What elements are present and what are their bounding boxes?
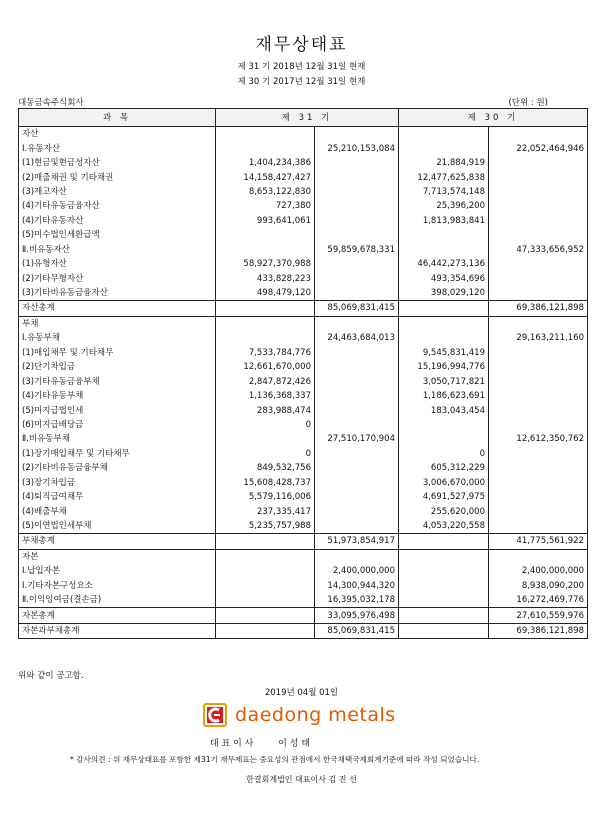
current-detail [216,623,315,638]
prior-detail [399,418,489,432]
balance-sheet-table [18,108,588,639]
current-subtotal [315,185,399,199]
period-prior: 제 30 기 2017년 12월 31일 현재 [237,77,366,87]
prior-detail: 15,196,994,776 [399,360,489,374]
prior-detail: 3,050,717,821 [399,374,489,388]
current-subtotal [315,257,399,271]
table-row [19,228,588,242]
table-header-row [19,109,588,127]
prior-detail: 1,186,623,691 [399,389,489,403]
closing-text: 위와 같이 공고함. [18,671,84,681]
current-subtotal: 2,400,000,000 [315,564,399,578]
prior-detail [399,127,489,142]
current-detail: 58,927,370,988 [216,257,315,271]
prior-detail: 7,713,574,148 [399,185,489,199]
current-detail [216,534,315,549]
header-account: 과 목 [19,109,216,127]
logo-text: daedong metals [235,704,396,726]
prior-detail: 493,354,696 [399,271,489,285]
row-label: (2)기타무형자산 [19,271,216,285]
period-current: 제 31 기 2018년 12월 31일 현재 [237,62,366,72]
row-label: (2)기타비유동금융부채 [19,461,216,475]
prior-subtotal [489,519,588,534]
table-row [19,301,588,316]
current-detail: 15,608,428,737 [216,476,315,490]
prior-subtotal [489,476,588,490]
prior-detail [399,593,489,608]
row-label: (4)기타유동자산 [19,214,216,228]
page-title: 재무상태표 [255,35,348,55]
table-row [19,593,588,608]
row-label: (5)미지급법인세 [19,403,216,417]
current-subtotal [315,476,399,490]
current-detail [216,316,315,331]
table-row [19,286,588,301]
current-subtotal [315,504,399,518]
prior-subtotal [489,360,588,374]
current-subtotal: 33,095,976,498 [315,608,399,623]
table-row [19,243,588,257]
prior-detail [399,549,489,564]
table-row [19,271,588,285]
current-detail: 5,579,116,006 [216,490,315,504]
current-subtotal [315,199,399,213]
table-row [19,447,588,461]
current-subtotal: 51,973,854,917 [315,534,399,549]
table-row [19,360,588,374]
prior-subtotal [489,199,588,213]
prior-subtotal: 27,610,559,976 [489,608,588,623]
current-detail: 1,404,234,386 [216,156,315,170]
auditor-line: 한결회계법인 대표이사 김 진 선 [246,775,357,784]
prior-subtotal: 41,775,561,922 [489,534,588,549]
current-subtotal: 85,069,831,415 [315,623,399,638]
prior-subtotal: 29,163,211,160 [489,331,588,345]
prior-subtotal [489,549,588,564]
current-subtotal [315,418,399,432]
prior-detail: 25,396,200 [399,199,489,213]
current-detail [216,564,315,578]
header-current: 제 31 기 [216,109,399,127]
table-row [19,127,588,142]
prior-detail [399,608,489,623]
current-subtotal [315,403,399,417]
prior-detail: 46,442,273,136 [399,257,489,271]
prior-subtotal [489,447,588,461]
current-subtotal [315,316,399,331]
prior-subtotal [489,418,588,432]
prior-detail [399,301,489,316]
current-detail: 5,235,757,988 [216,519,315,534]
prior-subtotal: 8,938,090,200 [489,579,588,593]
current-subtotal [315,286,399,301]
prior-subtotal [489,346,588,360]
row-label: Ⅰ.납입자본 [19,564,216,578]
prior-subtotal [489,389,588,403]
prior-detail [399,432,489,446]
current-detail [216,141,315,155]
prior-subtotal: 12,612,350,762 [489,432,588,446]
current-detail: 498,479,120 [216,286,315,301]
current-subtotal: 85,069,831,415 [315,301,399,316]
current-subtotal [315,127,399,142]
row-label: Ⅰ.기타자본구성요소 [19,579,216,593]
current-detail: 727,380 [216,199,315,213]
prior-subtotal [489,490,588,504]
row-label: Ⅱ.비유동자산 [19,243,216,257]
prior-subtotal [489,170,588,184]
row-label: (3)재고자산 [19,185,216,199]
table-row [19,549,588,564]
prior-detail: 398,029,120 [399,286,489,301]
logo-mark-icon [203,703,227,727]
table-row [19,185,588,199]
current-detail [216,608,315,623]
current-detail [216,301,315,316]
row-label: Ⅱ.이익잉여금(결손금) [19,593,216,608]
current-detail [216,579,315,593]
current-detail: 8,653,122,830 [216,185,315,199]
prior-subtotal [489,286,588,301]
company-name: 대동금속주식회사 [18,98,84,108]
company-logo [203,700,396,730]
row-label: (6)미지급배당금 [19,418,216,432]
prior-subtotal [489,257,588,271]
prior-detail [399,316,489,331]
table-row [19,534,588,549]
table-row [19,316,588,331]
row-label: (3)장기차입금 [19,476,216,490]
row-label: (1)현금및현금성자산 [19,156,216,170]
prior-subtotal: 22,052,464,946 [489,141,588,155]
row-label: 부채 [19,316,216,331]
current-detail: 14,158,427,427 [216,170,315,184]
row-label: (1)유형자산 [19,257,216,271]
current-detail [216,228,315,242]
table-row [19,564,588,578]
prior-detail: 183,043,454 [399,403,489,417]
table-row [19,579,588,593]
row-label: (5)이연법인세부채 [19,519,216,534]
row-label: (3)기타유동금융부채 [19,374,216,388]
current-detail [216,331,315,345]
current-subtotal [315,490,399,504]
row-label: (2)단기차입금 [19,360,216,374]
current-subtotal [315,461,399,475]
prior-subtotal [489,214,588,228]
table-row [19,432,588,446]
prior-subtotal: 2,400,000,000 [489,564,588,578]
prior-detail [399,534,489,549]
current-detail: 1,136,368,337 [216,389,315,403]
row-label: (4)퇴직급여채무 [19,490,216,504]
prior-detail: 9,545,831,419 [399,346,489,360]
announcement-date: 2019년 04월 01일 [264,688,339,698]
current-subtotal [315,228,399,242]
current-detail: 0 [216,418,315,432]
prior-subtotal: 69,386,121,898 [489,623,588,638]
prior-subtotal [489,403,588,417]
prior-detail: 605,312,229 [399,461,489,475]
current-subtotal [315,360,399,374]
current-subtotal [315,271,399,285]
row-label: 자산 [19,127,216,142]
prior-subtotal: 47,333,656,952 [489,243,588,257]
current-detail: 0 [216,447,315,461]
current-detail: 993,641,061 [216,214,315,228]
row-label: (1)매입채무 및 기타채무 [19,346,216,360]
current-subtotal [315,447,399,461]
current-subtotal [315,170,399,184]
prior-detail [399,331,489,345]
current-subtotal: 27,510,170,904 [315,432,399,446]
prior-subtotal [489,316,588,331]
table-row [19,374,588,388]
prior-subtotal [489,185,588,199]
row-label: 부채총계 [19,534,216,549]
prior-detail: 4,691,527,975 [399,490,489,504]
current-detail: 237,335,417 [216,504,315,518]
current-detail [216,127,315,142]
table-row [19,490,588,504]
prior-subtotal: 16,272,469,776 [489,593,588,608]
current-detail: 2,847,872,426 [216,374,315,388]
current-detail [216,549,315,564]
current-subtotal: 24,463,684,013 [315,331,399,345]
row-label: (4)기타유동금융자산 [19,199,216,213]
prior-subtotal [489,228,588,242]
table-row [19,141,588,155]
table-row [19,418,588,432]
row-label: (3)기타비유동금융자산 [19,286,216,301]
current-subtotal [315,214,399,228]
row-label: (2)매출채권 및 기타채권 [19,170,216,184]
current-detail [216,243,315,257]
row-label: Ⅱ.비유동부채 [19,432,216,446]
table-row [19,170,588,184]
current-detail: 849,532,756 [216,461,315,475]
current-detail: 7,533,784,776 [216,346,315,360]
prior-detail: 12,477,625,838 [399,170,489,184]
table-row [19,257,588,271]
prior-detail: 21,884,919 [399,156,489,170]
table-row [19,476,588,490]
ceo-name: 이 성 태 [278,739,311,749]
table-row [19,199,588,213]
prior-subtotal: 69,386,121,898 [489,301,588,316]
table-row [19,389,588,403]
current-detail: 12,661,670,000 [216,360,315,374]
prior-detail [399,141,489,155]
current-subtotal [315,374,399,388]
prior-subtotal [489,504,588,518]
prior-detail [399,243,489,257]
row-label: (4)배출부채 [19,504,216,518]
prior-subtotal [489,461,588,475]
prior-detail: 0 [399,447,489,461]
current-subtotal: 14,300,944,320 [315,579,399,593]
prior-subtotal [489,374,588,388]
table-row [19,214,588,228]
table-row [19,623,588,638]
table-row [19,504,588,518]
current-subtotal [315,156,399,170]
prior-detail [399,564,489,578]
current-detail [216,593,315,608]
prior-detail [399,579,489,593]
prior-detail: 4,053,220,558 [399,519,489,534]
table-row [19,156,588,170]
current-subtotal: 25,210,153,084 [315,141,399,155]
prior-subtotal [489,156,588,170]
row-label: 자본과부채총계 [19,623,216,638]
row-label: (5)미수법인세환급액 [19,228,216,242]
row-label: (4)기타유동부채 [19,389,216,403]
current-detail: 283,988,474 [216,403,315,417]
current-detail: 433,828,223 [216,271,315,285]
table-row [19,403,588,417]
current-subtotal [315,389,399,403]
table-row [19,608,588,623]
ceo-signature [210,736,310,749]
prior-subtotal [489,127,588,142]
row-label: Ⅰ.유동자산 [19,141,216,155]
row-label: (1)장기매입채무 및 기타채무 [19,447,216,461]
current-subtotal: 59,859,678,331 [315,243,399,257]
row-label: 자본총계 [19,608,216,623]
unit-label: (단위 : 원) [508,98,548,108]
current-subtotal [315,346,399,360]
prior-detail: 3,006,670,000 [399,476,489,490]
prior-detail [399,228,489,242]
row-label: 자본 [19,549,216,564]
current-subtotal [315,549,399,564]
row-label: 자산총계 [19,301,216,316]
row-label: Ⅰ.유동부채 [19,331,216,345]
table-row [19,331,588,345]
current-detail [216,432,315,446]
table-row [19,346,588,360]
audit-note: * 감사의견 : 위 재무상태표를 포함한 제31기 재무제표는 중요성의 관점에서 한국채택국제회계기준에 따라 작성 되었습니다. [70,755,480,764]
current-subtotal [315,519,399,534]
ceo-title: 대 표 이 사 [210,739,254,749]
prior-subtotal [489,271,588,285]
prior-detail: 1,813,983,841 [399,214,489,228]
prior-detail: 255,620,000 [399,504,489,518]
prior-detail [399,623,489,638]
header-prior: 제 30 기 [399,109,588,127]
current-subtotal: 16,395,032,178 [315,593,399,608]
table-row [19,461,588,475]
table-row [19,519,588,534]
